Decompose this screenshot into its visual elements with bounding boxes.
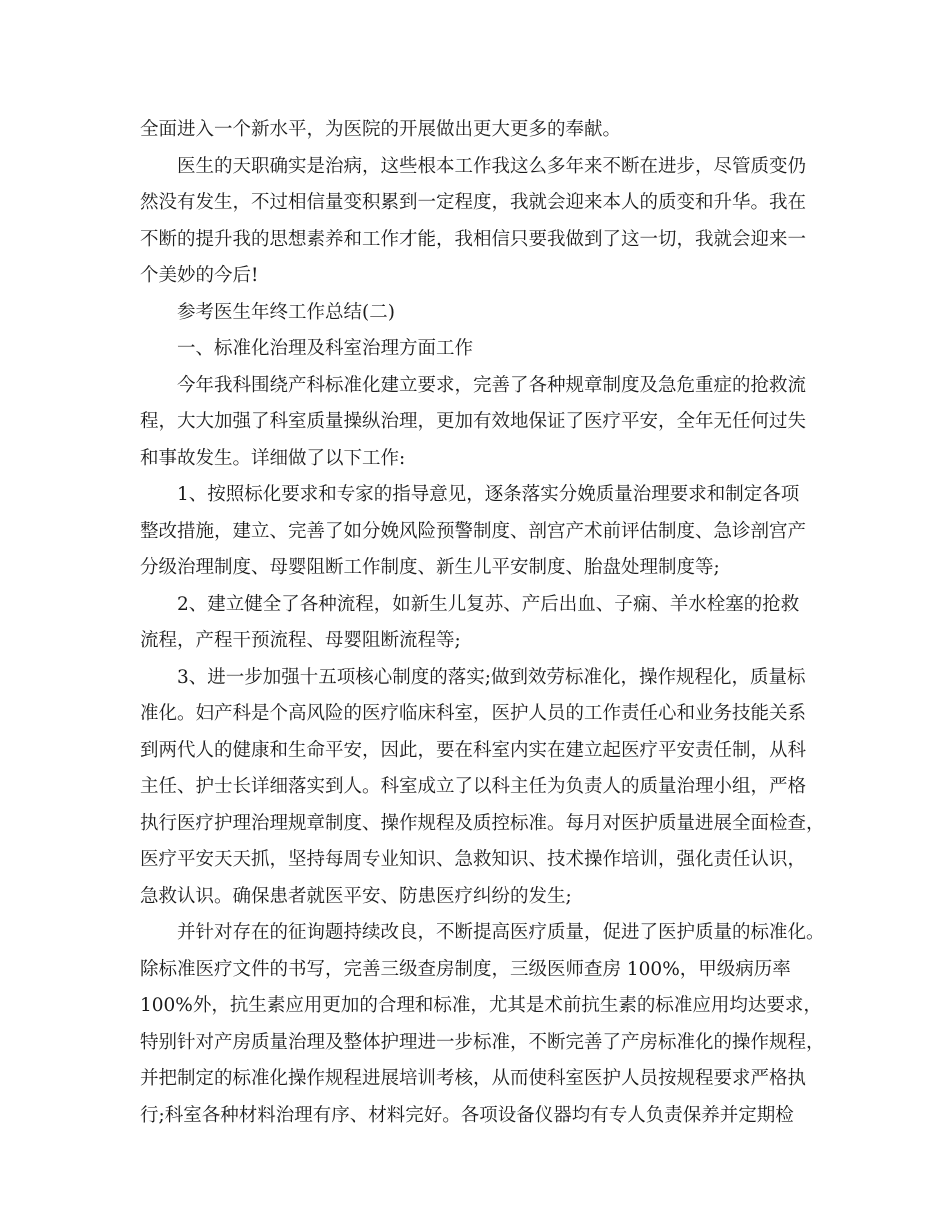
list-item: 1、按照标化要求和专家的指导意见，逐条落实分娩质量治理要求和制定各项 整改措施，建立、完善了如分娩风险预警制度、剖宫产术前评估制度、急诊剖宫产 分级治理制度、母婴阻断工作制度、新生儿平安制度、胎盘处理制度等; — [140, 484, 807, 578]
paragraph-continuation: 全面进入一个新水平，为医院的开展做出更大更多的奉献。 — [140, 119, 622, 140]
list-item: 2、建立健全了各种流程，如新生儿复苏、产后出血、子痫、羊水栓塞的抢救 流程，产程干预流程、母婴阻断流程等; — [140, 593, 800, 651]
paragraph: 今年我科围绕产科标准化建立要求，完善了各种规章制度及急危重症的抢救流 程，大大加强了科室质量操纵治理，更加有效地保证了医疗平安，全年无任何过失 和事故发生。详细做了以下工作: — [140, 374, 807, 469]
paragraph: 并针对存在的征询题持续改良，不断提高医疗质量，促进了医护质量的标准化。 除标准医疗文件的书写，完善三级查房制度，三级医师查房 100%，甲级病历率 100%外，抗生素应用更加的合理和标准，尤其是术前抗生素的标准应用均达要求， 特别针对产房质量治理及整体护理进一步标准，不断完善了产房标准化的操作规程， 并把制定的标准化操作规程进展培训考核，从而使科室医护人员按规程要求严格执 行;科室各种材料治理有序、材料完好。各项设备仪器均有专人负责保养并定期检 — [140, 922, 825, 1126]
document-body — [140, 112, 830, 1134]
paragraph: 医生的天职确实是治病，这些根本工作我这么多年来不断在进步，尽管质变仍 然没有发生，不过相信量变积累到一定程度，我就会迎来本人的质变和升华。我在 不断的提升我的思想素养和工作才能，我相信只要我做到了这一切，我就会迎来一 个美妙的今后! — [140, 155, 807, 286]
section-heading: 一、标准化治理及科室治理方面工作 — [177, 338, 474, 359]
list-item: 3、进一步加强十五项核心制度的落实;做到效劳标准化，操作规程化，质量标 准化。妇产科是个高风险的医疗临床科室，医护人员的工作责任心和业务技能关系 到两代人的健康和生命平安，因此，要在科室内实在建立起医疗平安责任制，从科 主任、护士长详细落实到人。科室成立了以科主任为负责人的质量治理小组，严格 执行医疗护理治理规章制度、操作规程及质控标准。每月对医护质量进展全面检查， 医疗平安天天抓，坚持每周专业知识、急救知识、技术操作培训，强化责任认识， 急救认识。确保患者就医平安、防患医疗纠纷的发生; — [140, 666, 825, 907]
section-title: 参考医生年终工作总结(二) — [177, 301, 395, 323]
